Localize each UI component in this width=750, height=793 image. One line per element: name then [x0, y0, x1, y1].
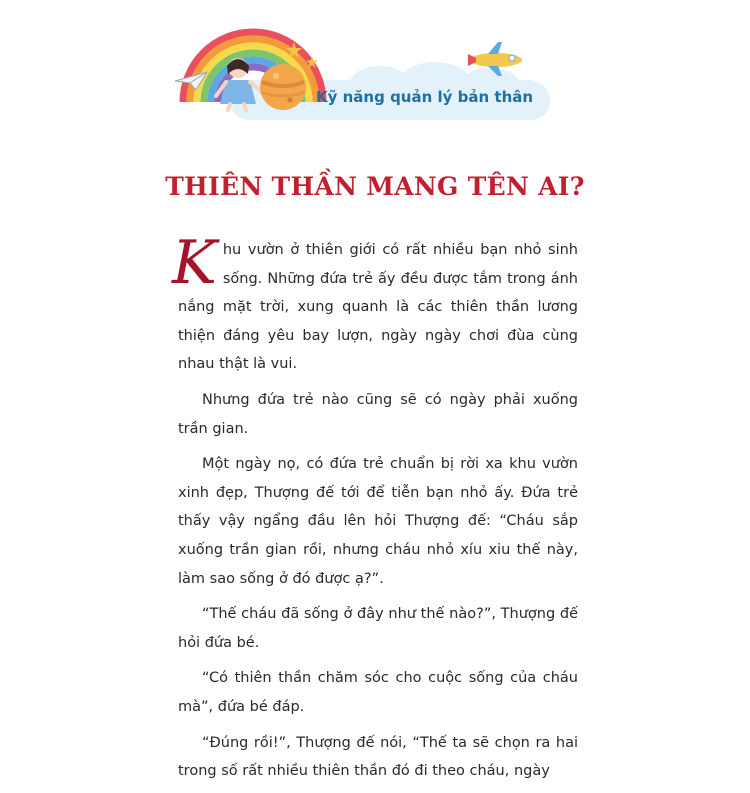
story-paragraph-text: hu vườn ở thiên giới có rất nhiều bạn nhỏ sinh sống. Những đứa trẻ ấy đều được tắm trong ánh nắng mặt trời, xung quanh là các thiên thần lương thiện đáng yêu bay lượn, ngày ngày chơi đùa cùng nhau thật là vui.	[178, 242, 578, 373]
header-banner	[160, 22, 550, 122]
story-body	[172, 228, 578, 793]
story-paragraph: “Đúng rồi!”, Thượng đế nói, “Thế ta sẽ chọn ra hai trong số rất nhiều thiên thần đó đi theo cháu, ngày	[178, 734, 578, 780]
planet-icon	[256, 60, 310, 114]
story-paragraph: Một ngày nọ, có đứa trẻ chuẩn bị rời xa khu vườn xinh đẹp, Thượng đế tới để tiễn bạn nhỏ ấy. Đứa trẻ thấy vậy ngẩng đầu lên hỏi Thượng đế: “Cháu sắp xuống trần gian rồi, nhưng cháu nhỏ xíu xiu thế này, làm sao sống ở đó được ạ?”.	[178, 456, 578, 587]
story-paragraph: “Thế cháu đã sống ở đây như thế nào?”, Thượng đế hỏi đứa bé.	[178, 606, 578, 651]
paper-plane-icon	[174, 70, 208, 92]
star-icon	[286, 42, 302, 58]
drop-cap: K	[172, 228, 217, 298]
airplane-icon	[466, 42, 528, 78]
story-paragraph: Nhưng đứa trẻ nào cũng sẽ có ngày phải xuống trần gian.	[178, 391, 578, 437]
banner-title: Kỹ năng quản lý bản thân	[316, 88, 534, 106]
story-paragraph: “Có thiên thần chăm sóc cho cuộc sống của cháu mà”, đứa bé đáp.	[178, 670, 578, 715]
star-icon	[306, 56, 318, 68]
chapter-title: THIÊN THẦN MANG TÊN AI?	[165, 172, 585, 201]
story-paragraph	[172, 228, 578, 379]
